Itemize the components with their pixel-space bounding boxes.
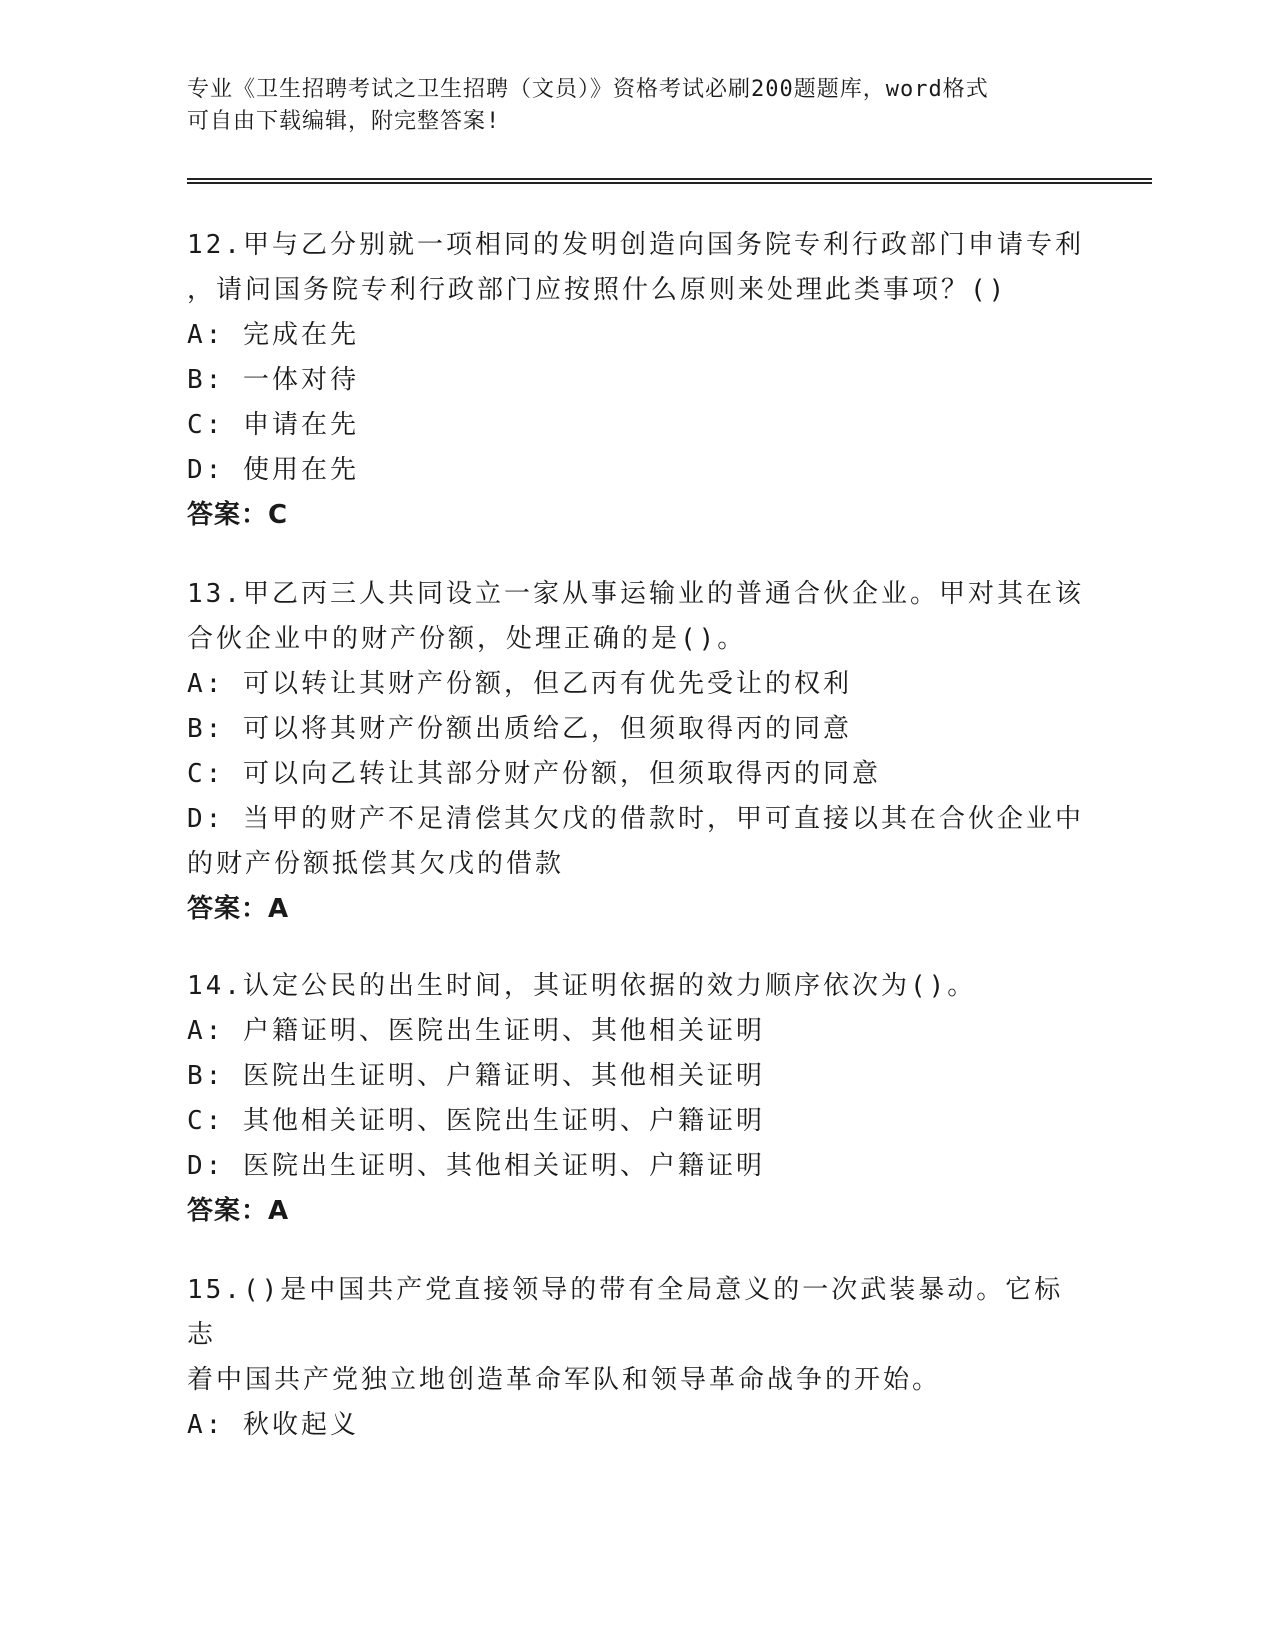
answer-line: 答案：C xyxy=(187,500,289,530)
option-d-continuation: 的财产份额抵偿其欠戊的借款 xyxy=(187,849,565,879)
option-b: B: 医院出生证明、户籍证明、其他相关证明 xyxy=(187,1061,765,1091)
question-stem-line: 14.认定公民的出生时间，其证明依据的效力顺序依次为()。 xyxy=(187,971,977,1001)
question-stem-line: ，请问国务院专利行政部门应按照什么原则来处理此类事项？() xyxy=(187,275,1008,305)
question-stem-line: 12.甲与乙分别就一项相同的发明创造向国务院专利行政部门申请专利 xyxy=(187,230,1084,260)
question-stem-line: 着中国共产党独立地创造革命军队和领导革命战争的开始。 xyxy=(187,1365,942,1395)
option-a: A: 户籍证明、医院出生证明、其他相关证明 xyxy=(187,1016,765,1046)
header-line-1: 专业《卫生招聘考试之卫生招聘（文员）》资格考试必刷200题题库，word格式 xyxy=(187,77,989,102)
question-13 xyxy=(187,572,1087,932)
document-header xyxy=(187,74,1067,138)
option-a: A: 可以转让其财产份额，但乙丙有优先受让的权利 xyxy=(187,669,852,699)
answer-line: 答案：A xyxy=(187,1196,290,1226)
option-d: D: 医院出生证明、其他相关证明、户籍证明 xyxy=(187,1151,765,1181)
question-15 xyxy=(187,1268,1087,1448)
option-c: C: 可以向乙转让其部分财产份额，但须取得丙的同意 xyxy=(187,759,881,789)
option-c: C: 其他相关证明、医院出生证明、户籍证明 xyxy=(187,1106,765,1136)
header-divider xyxy=(187,178,1152,184)
question-14 xyxy=(187,964,1087,1234)
option-b: B: 一体对待 xyxy=(187,365,359,395)
question-stem-line: 15.()是中国共产党直接领导的带有全局意义的一次武装暴动。它标志 xyxy=(187,1275,1064,1350)
question-stem-line: 合伙企业中的财产份额，处理正确的是()。 xyxy=(187,624,747,654)
option-d: D: 当甲的财产不足清偿其欠戊的借款时，甲可直接以其在合伙企业中 xyxy=(187,804,1084,834)
option-a: A: 完成在先 xyxy=(187,320,359,350)
option-c: C: 申请在先 xyxy=(187,410,359,440)
header-line-2: 可自由下载编辑，附完整答案! xyxy=(187,109,501,134)
option-a: A: 秋收起义 xyxy=(187,1410,359,1440)
question-12 xyxy=(187,223,1087,538)
answer-line: 答案：A xyxy=(187,894,290,924)
question-stem-line: 13.甲乙丙三人共同设立一家从事运输业的普通合伙企业。甲对其在该 xyxy=(187,579,1084,609)
option-d: D: 使用在先 xyxy=(187,455,359,485)
option-b: B: 可以将其财产份额出质给乙，但须取得丙的同意 xyxy=(187,714,852,744)
